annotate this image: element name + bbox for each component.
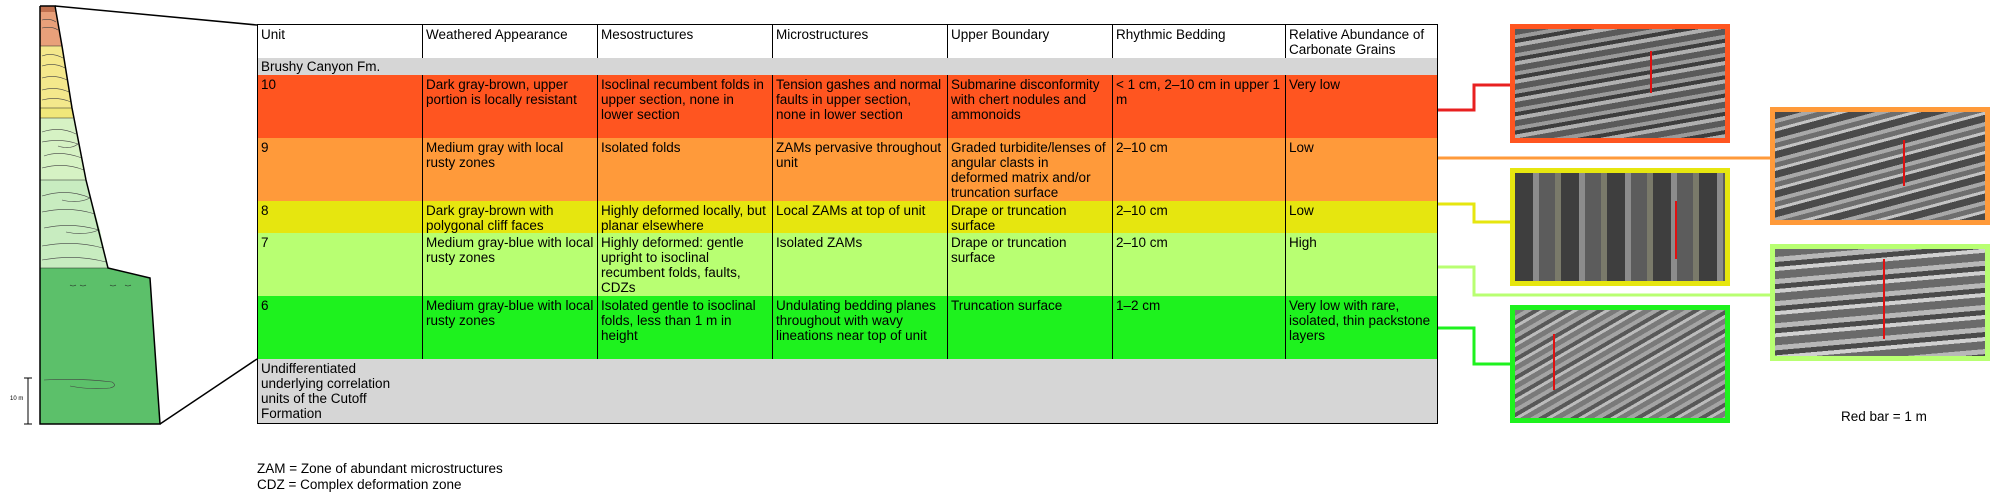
cell-meso: Highly deformed: gentle upright to isoclinal recumbent folds, faults, CDZs [598,233,773,296]
cell-weathered: Medium gray-blue with local rusty zones [423,296,598,359]
cell-upper: Truncation surface [948,296,1113,359]
cell-meso: Isolated gentle to isoclinal folds, less than 1 m in height [598,296,773,359]
cell-weathered: Dark gray-brown, upper portion is locally resistant [423,75,598,138]
table-row [258,233,1438,296]
cell-micro: Undulating bedding planes throughout with wavy lineations near top of unit [773,296,948,359]
photo-unit-6 [1510,305,1730,423]
cell-carbonate: Low [1286,201,1438,233]
cell-carbonate: Very low [1286,75,1438,138]
col-header-micro: Microstructures [773,25,948,59]
cell-meso: Isolated folds [598,138,773,201]
col-header-unit: Unit [258,25,423,59]
col-header-weathered: Weathered Appearance [423,25,598,59]
col-header-carbonate: Relative Abundance of Carbonate Grains [1286,25,1438,59]
cell-rhythmic: 2–10 cm [1113,201,1286,233]
table-row [258,201,1438,233]
underlying-label: Undifferentiated underlying correlation units of the Cutoff Formation [258,359,423,424]
photo-unit-10 [1510,24,1730,143]
footnotes [257,461,503,493]
connector-unit-6 [1437,328,1511,364]
formation-label: Brushy Canyon Fm. [258,58,1438,75]
underlying-row [258,359,1438,424]
cell-weathered: Medium gray with local rusty zones [423,138,598,201]
cell-upper: Drape or truncation surface [948,233,1113,296]
cell-upper: Drape or truncation surface [948,201,1113,233]
col-header-meso: Mesostructures [598,25,773,59]
cell-carbonate: Very low with rare, isolated, thin packstone layers [1286,296,1438,359]
cell-meso: Isoclinal recumbent folds in upper section, none in lower section [598,75,773,138]
table-row [258,138,1438,201]
cell-micro: Local ZAMs at top of unit [773,201,948,233]
footnote-zam: ZAM = Zone of abundant microstructures [257,461,503,476]
table-row [258,75,1438,138]
cell-micro: ZAMs pervasive throughout unit [773,138,948,201]
cell-upper: Submarine disconformity with chert nodules and ammonoids [948,75,1113,138]
cell-rhythmic: 2–10 cm [1113,138,1286,201]
photo-unit-7 [1770,244,1990,361]
connector-unit-8 [1437,204,1511,222]
cell-unit: 6 [258,296,423,359]
cell-rhythmic: 2–10 cm [1113,233,1286,296]
cell-meso: Highly deformed locally, but planar elsewhere [598,201,773,233]
scale-label: 10 m [10,396,24,402]
cell-weathered: Medium gray-blue with local rusty zones [423,233,598,296]
cell-unit: 8 [258,201,423,233]
cell-micro: Isolated ZAMs [773,233,948,296]
col-header-upper: Upper Boundary [948,25,1113,59]
table-row [258,296,1438,359]
formation-row [258,58,1438,75]
cell-unit: 10 [258,75,423,138]
cell-unit: 7 [258,233,423,296]
cell-micro: Tension gashes and normal faults in upper section, none in lower section [773,75,948,138]
col-header-rhythmic: Rhythmic Bedding [1113,25,1286,59]
footnote-cdz: CDZ = Complex deformation zone [257,477,462,492]
photo-unit-9 [1770,107,1990,225]
table-header-row [258,25,1438,59]
cell-rhythmic: 1–2 cm [1113,296,1286,359]
connector-unit-10 [1437,85,1511,110]
cell-rhythmic: < 1 cm, 2–10 cm in upper 1 m [1113,75,1286,138]
unit-characteristics-table [257,24,1438,424]
red-bar-note: Red bar = 1 m [1841,409,1927,424]
cell-carbonate: Low [1286,138,1438,201]
photo-unit-8 [1510,168,1730,286]
cell-upper: Graded turbidite/lenses of angular clasts in deformed matrix and/or truncation surface [948,138,1113,201]
cell-weathered: Dark gray-brown with polygonal cliff faces [423,201,598,233]
cell-carbonate: High [1286,233,1438,296]
cell-unit: 9 [258,138,423,201]
